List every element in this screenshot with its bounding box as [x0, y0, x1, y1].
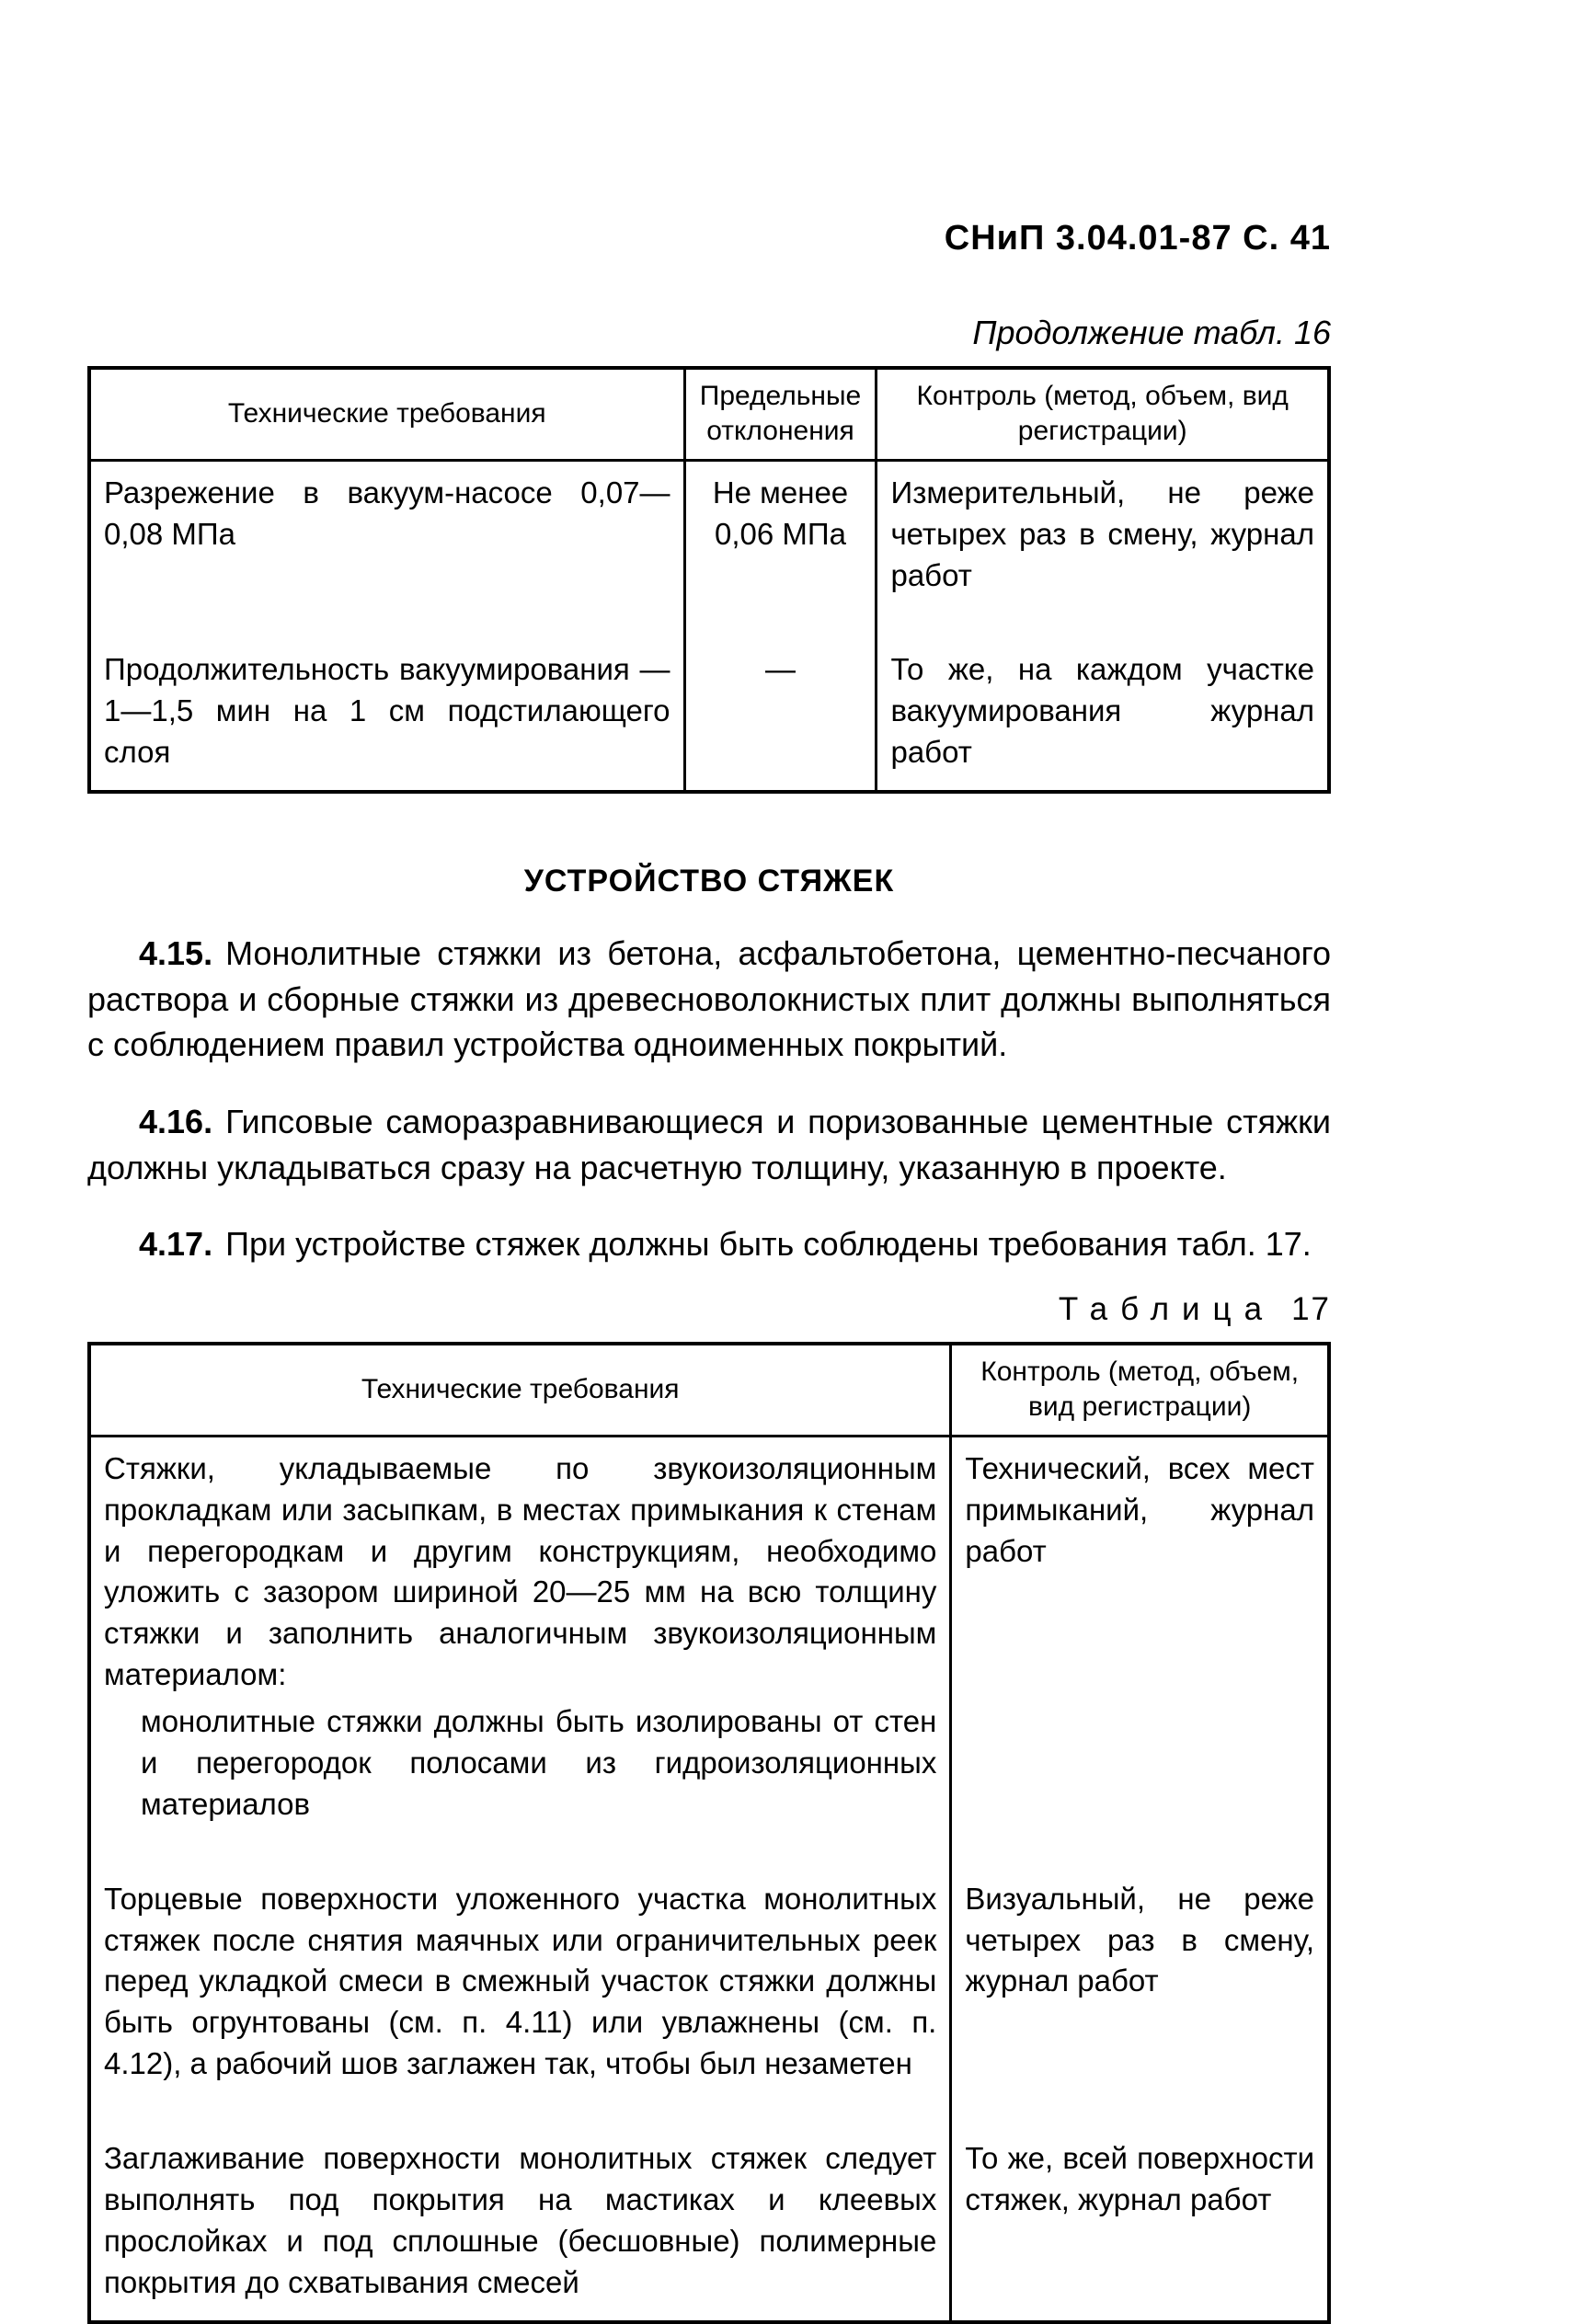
table16 [87, 366, 1331, 794]
table17 [87, 1342, 1331, 2324]
table-row [89, 460, 1329, 638]
table-row [89, 2127, 1329, 2322]
table17-col-control: Контроль (метод, объем, вид регистрации) [951, 1344, 1329, 1436]
table16-row0-control: Измерительный, не реже четырех раз в смену, журнал работ [877, 460, 1329, 638]
paragraph-text: Монолитные стяжки из бетона, асфальтобетона, цементно-песчаного раствора и сборные стяжки из древесноволокнистых плит должны выполняться с соблюдением правил устройства одноименных покрытий. [87, 934, 1331, 1064]
document-page [87, 219, 1331, 2324]
paragraph-number: 4.17. [139, 1225, 213, 1264]
paragraph-text: Гипсовые саморазравнивающиеся и поризованные цементные стяжки должны укладываться сразу на расчетную толщину, указанную в проекте. [87, 1103, 1331, 1186]
paragraph-4-16 [87, 1099, 1331, 1190]
table17-row0-control: Технический, всех мест примыканий, журнал работ [951, 1436, 1329, 1867]
paragraph-number: 4.16. [139, 1103, 213, 1141]
table16-col-requirements: Технические требования [89, 368, 684, 460]
table17-row2-requirement: Заглаживание поверхности монолитных стяжек следует выполнять под покрытия на мастиках и клеевых прослойках и под сплошные (бесшовные) полимерные покрытия до схватывания смесей [104, 2141, 937, 2299]
requirement-sub-item: монолитные стяжки должны быть изолированы от стен и перегородок полосами из гидроизоляционных материалов [141, 1704, 937, 1821]
table16-row1-control: То же, на каждом участке вакуумирования журнал работ [877, 638, 1329, 792]
table16-col-deviations: Предельные отклонения [684, 368, 877, 460]
table16-header-row [89, 368, 1329, 460]
table17-caption-number: 17 [1291, 1291, 1331, 1328]
table16-row0-requirement: Разрежение в вакуум-насосе 0,07—0,08 МПа [104, 475, 670, 551]
doc-header: СНиП 3.04.01-87 С. 41 [944, 219, 1331, 258]
paragraph-4-15 [87, 931, 1331, 1068]
table17-col-requirements: Технические требования [89, 1344, 951, 1436]
table16-row1-requirement: Продолжительность вакуумирования — 1—1,5 мин на 1 см подстилающего слоя [104, 652, 670, 770]
requirement-main-text: Стяжки, укладываемые по звукоизоляционным прокладкам или засыпкам, в местах примыкания к стенам и перегородкам и другим конструкциям, необходимо уложить с зазором шириной 20—25 мм на всю толщину стяжки и заполнить аналогичным звукоизоляционным материалом: [104, 1450, 937, 1692]
table16-col-control: Контроль (метод, объем, вид регистрации) [877, 368, 1329, 460]
table17-caption-label: Таблица [1058, 1291, 1276, 1328]
table17-row0-requirement [89, 1436, 951, 1867]
table16-row1-deviation: — [684, 638, 877, 792]
paragraph-4-17 [87, 1221, 1331, 1267]
table16-continuation-caption: Продолжение табл. 16 [972, 314, 1331, 351]
table17-row1-control: Визуальный, не реже четырех раз в смену, журнал работ [951, 1868, 1329, 2127]
table17-header-row [89, 1344, 1329, 1436]
table16-row0-deviation: Не менее 0,06 МПа [684, 460, 877, 638]
paragraph-number: 4.15. [139, 934, 213, 973]
table17-row1-requirement: Торцевые поверхности уложенного участка монолитных стяжек после снятия маячных или ограничительных реек перед укладкой смеси в смежный участок стяжки должны быть огрунтованы (см. п. 4.11) или увлажнены (см. п. 4.12), а рабочий шов заглажен так, чтобы был незаметен [104, 1881, 937, 2081]
table17-row2-control: То же, всей поверхности стяжек, журнал работ [951, 2127, 1329, 2322]
table-row [89, 1868, 1329, 2127]
table17-caption [87, 1291, 1331, 1328]
table-row [89, 638, 1329, 792]
section-title: УСТРОЙСТВО СТЯЖЕК [523, 864, 895, 899]
table-row [89, 1436, 1329, 1867]
paragraph-text: При устройстве стяжек должны быть соблюдены требования табл. 17. [225, 1225, 1312, 1264]
